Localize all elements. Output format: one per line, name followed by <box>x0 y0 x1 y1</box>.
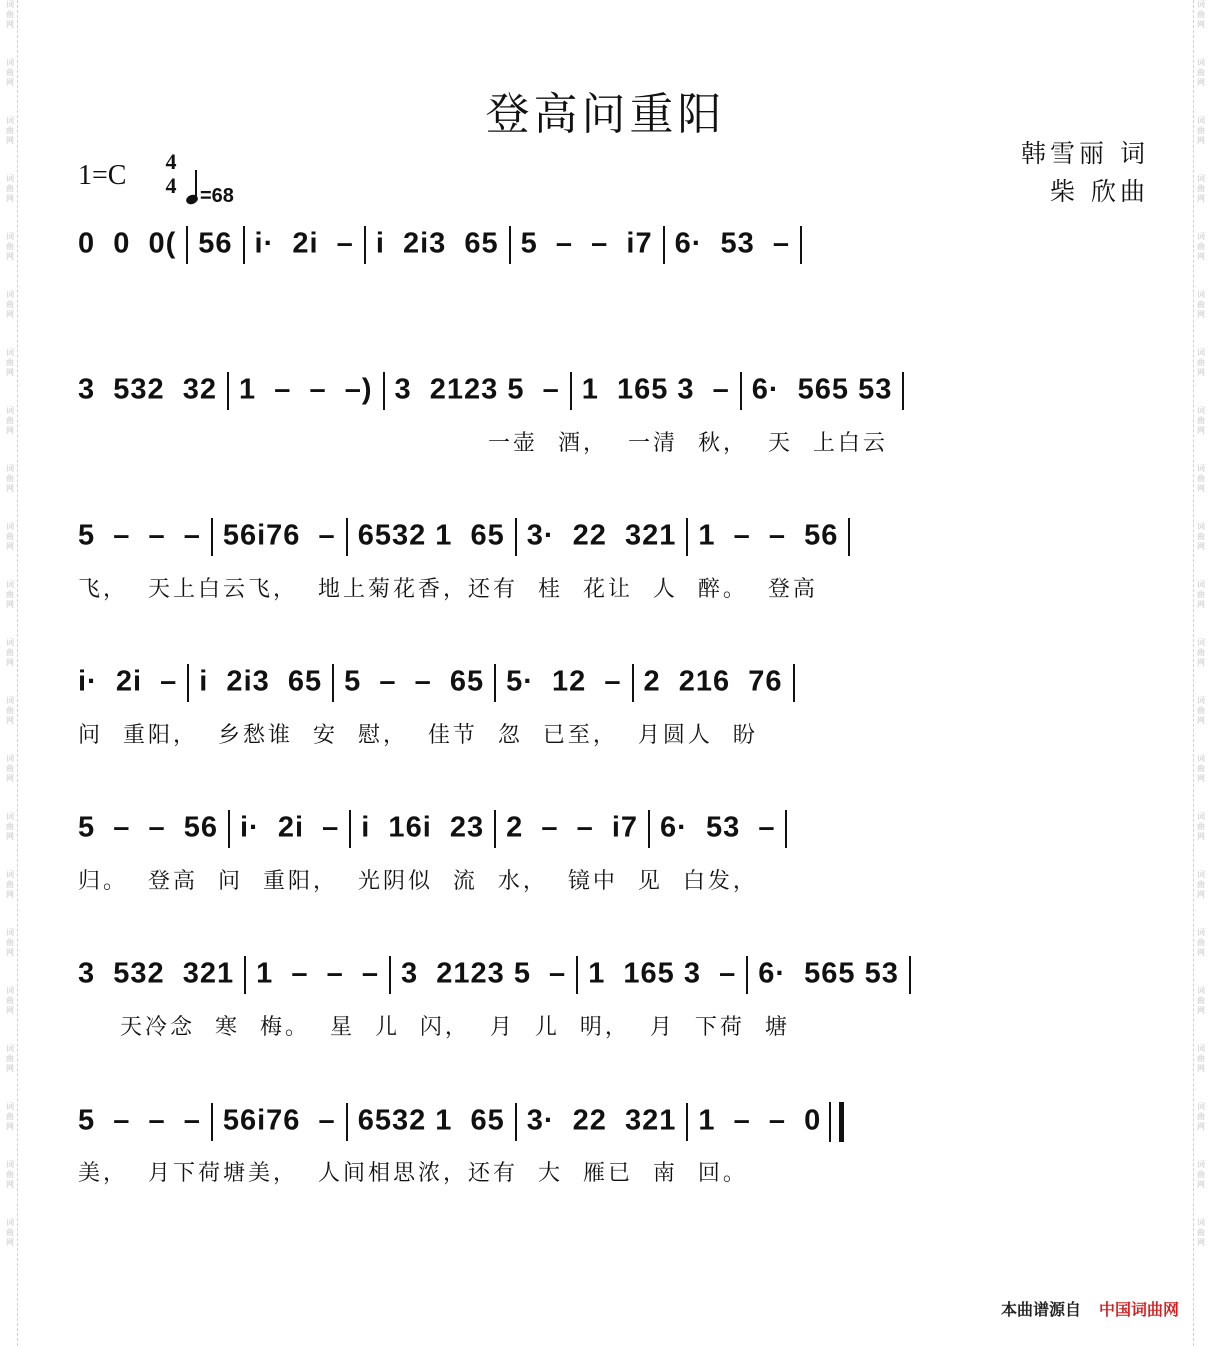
measure: i 2i3 65 <box>375 227 499 260</box>
barline <box>793 664 795 702</box>
barline <box>227 372 229 410</box>
measure: 6· 565 53 <box>758 957 899 990</box>
watermark-mark: 词曲网 <box>1197 464 1205 493</box>
watermark-mark: 词曲网 <box>6 1218 14 1247</box>
watermark-mark: 词曲网 <box>1197 58 1205 87</box>
watermark-mark: 词曲网 <box>1197 1218 1205 1247</box>
watermark-mark: 词曲网 <box>6 290 14 319</box>
measure: 5 – – – <box>78 1104 201 1137</box>
watermark-mark: 词曲网 <box>1197 1160 1205 1189</box>
barline <box>349 810 351 848</box>
measure: 6· 53 – <box>674 227 790 260</box>
source-footer <box>1001 1297 1179 1320</box>
barline <box>244 956 246 994</box>
barline <box>187 664 189 702</box>
watermark-mark: 词曲网 <box>6 986 14 1015</box>
barline <box>364 226 366 264</box>
barline <box>228 810 230 848</box>
measure: 1 – – – <box>256 957 379 990</box>
measure: 6· 565 53 <box>751 373 893 406</box>
watermark-mark: 词曲网 <box>6 1102 14 1131</box>
tempo-value: =68 <box>200 185 234 207</box>
barline <box>494 810 496 848</box>
measure: 1 – – 0 <box>698 1104 822 1137</box>
lyric-line: 问 重阳， 乡愁谁 安 慰， 佳节 忽 已至， 月圆人 盼 <box>78 723 758 748</box>
score-row <box>78 372 1158 406</box>
barline <box>570 372 572 410</box>
watermark-mark: 词曲网 <box>1197 870 1205 899</box>
watermark-mark: 词曲网 <box>6 0 14 29</box>
score-row <box>78 1102 1158 1136</box>
measure: 3 2123 5 – <box>401 957 567 990</box>
measure: 56i76 – <box>222 1104 336 1137</box>
source-site: 中国词曲网 <box>1098 1300 1179 1319</box>
time-signature <box>160 150 182 198</box>
barline <box>648 810 650 848</box>
lyricist-credit: 韩雪丽 词 <box>1021 139 1149 168</box>
barline <box>632 664 634 702</box>
lyric-line: 天冷念 寒 梅。 星 儿 闪， 月 儿 明， 月 下荷 塘 <box>120 1015 790 1040</box>
measure: 3 532 32 <box>78 373 217 406</box>
watermark-mark: 词曲网 <box>1197 1102 1205 1131</box>
measure: 5 – – 56 <box>78 811 218 844</box>
watermark-mark: 词曲网 <box>6 232 14 261</box>
measure: 5· 12 – <box>506 665 622 698</box>
barline <box>740 372 742 410</box>
barline <box>383 372 385 410</box>
watermark-mark: 词曲网 <box>6 522 14 551</box>
song-title: 登高问重阳 <box>485 89 726 140</box>
measure: 3· 22 321 <box>526 519 677 552</box>
watermark-mark: 词曲网 <box>1197 232 1205 261</box>
measure: 5 – – – <box>78 519 201 552</box>
barline <box>494 664 496 702</box>
watermark-mark: 词曲网 <box>6 348 14 377</box>
watermark-mark: 词曲网 <box>6 638 14 667</box>
meter-top: 4 <box>165 149 177 174</box>
measure: 6532 1 65 <box>357 519 505 552</box>
barline <box>346 518 348 556</box>
source-label: 本曲谱源自 <box>1000 1300 1081 1319</box>
watermark-mark: 词曲网 <box>1197 1044 1205 1073</box>
lyric-line: 美， 月下荷塘美， 人间相思浓，还有 大 雁已 南 回。 <box>78 1161 748 1186</box>
watermark-mark: 词曲网 <box>1197 348 1205 377</box>
watermark-mark: 词曲网 <box>6 580 14 609</box>
watermark-mark: 词曲网 <box>6 928 14 957</box>
measure: i 16i 23 <box>361 811 485 844</box>
watermark-mark: 词曲网 <box>1197 406 1205 435</box>
barline <box>515 1103 517 1141</box>
measure: 3 532 321 <box>78 957 235 990</box>
barline <box>785 810 787 848</box>
watermark-mark: 词曲网 <box>6 754 14 783</box>
watermark-mark: 词曲网 <box>6 58 14 87</box>
measure: 5 – – 65 <box>344 665 485 698</box>
watermark-mark: 词曲网 <box>6 464 14 493</box>
tempo-mark <box>186 172 234 208</box>
barline <box>800 226 802 264</box>
measure: 1 – – 56 <box>698 519 839 552</box>
key-signature: 1=C <box>78 160 127 191</box>
measure: i· 2i – <box>78 665 178 698</box>
watermark-mark: 词曲网 <box>6 870 14 899</box>
measure: 56i76 – <box>222 519 336 552</box>
score-row <box>78 810 1158 844</box>
measure: i· 2i – <box>240 811 340 844</box>
measure: 6· 53 – <box>660 811 776 844</box>
barline <box>243 226 245 264</box>
barline <box>346 1103 348 1141</box>
watermark-mark: 词曲网 <box>6 116 14 145</box>
barline <box>211 518 213 556</box>
watermark-mark: 词曲网 <box>1197 580 1205 609</box>
watermark-mark: 词曲网 <box>1197 754 1205 783</box>
watermark-mark: 词曲网 <box>6 1044 14 1073</box>
lyric-line: 一壶 酒， 一清 秋， 天 上白云 <box>488 431 888 456</box>
measure: 2 216 76 <box>643 665 783 698</box>
score-row <box>78 664 1158 698</box>
watermark-mark: 词曲网 <box>6 696 14 725</box>
measure: i 2i3 65 <box>199 665 323 698</box>
score-row <box>78 226 1158 260</box>
lyric-line: 归。 登高 问 重阳， 光阴似 流 水， 镜中 见 白发， <box>78 869 758 894</box>
barline <box>686 1103 688 1141</box>
measure: 6532 1 65 <box>357 1104 505 1137</box>
barline <box>663 226 665 264</box>
measure: 1 165 3 – <box>588 957 737 990</box>
barline <box>909 956 911 994</box>
watermark-mark: 词曲网 <box>1197 174 1205 203</box>
barline <box>389 956 391 994</box>
composer-credit: 柴 欣曲 <box>1050 177 1149 206</box>
left-watermark-strip <box>3 0 18 1346</box>
watermark-mark: 词曲网 <box>1197 696 1205 725</box>
barline <box>686 518 688 556</box>
watermark-mark: 词曲网 <box>1197 522 1205 551</box>
watermark-mark: 词曲网 <box>1197 812 1205 841</box>
measure: 3 2123 5 – <box>394 373 560 406</box>
meter-bottom: 4 <box>165 173 177 198</box>
watermark-mark: 词曲网 <box>1197 290 1205 319</box>
barline <box>211 1103 213 1141</box>
measure: 0 0 0( <box>78 227 177 260</box>
watermark-mark: 词曲网 <box>1197 986 1205 1015</box>
measure: 2 – – i7 <box>506 811 639 844</box>
watermark-mark: 词曲网 <box>6 174 14 203</box>
right-watermark-strip <box>1193 0 1208 1346</box>
barline <box>186 226 188 264</box>
measure: 3· 22 321 <box>526 1104 677 1137</box>
measure: 56 <box>198 227 233 260</box>
barline <box>576 956 578 994</box>
watermark-mark: 词曲网 <box>6 406 14 435</box>
watermark-mark: 词曲网 <box>6 812 14 841</box>
measure: 5 – – i7 <box>520 227 653 260</box>
barline <box>332 664 334 702</box>
final-barline <box>829 1102 844 1142</box>
measure: 1 165 3 – <box>581 373 730 406</box>
watermark-mark: 词曲网 <box>1197 116 1205 145</box>
watermark-mark: 词曲网 <box>1197 638 1205 667</box>
quarter-note-icon <box>185 193 199 206</box>
measure: i· 2i – <box>254 227 354 260</box>
barline <box>848 518 850 556</box>
score-row <box>78 518 1158 552</box>
note-stem <box>195 170 197 200</box>
barline <box>515 518 517 556</box>
measure: 1 – – –) <box>239 373 373 406</box>
watermark-mark: 词曲网 <box>6 1160 14 1189</box>
watermark-mark: 词曲网 <box>1197 0 1205 29</box>
barline <box>746 956 748 994</box>
score-row <box>78 956 1158 990</box>
watermark-mark: 词曲网 <box>1197 928 1205 957</box>
lyric-line: 飞， 天上白云飞， 地上菊花香，还有 桂 花让 人 醉。 登高 <box>78 577 818 602</box>
barline <box>509 226 511 264</box>
barline <box>902 372 904 410</box>
